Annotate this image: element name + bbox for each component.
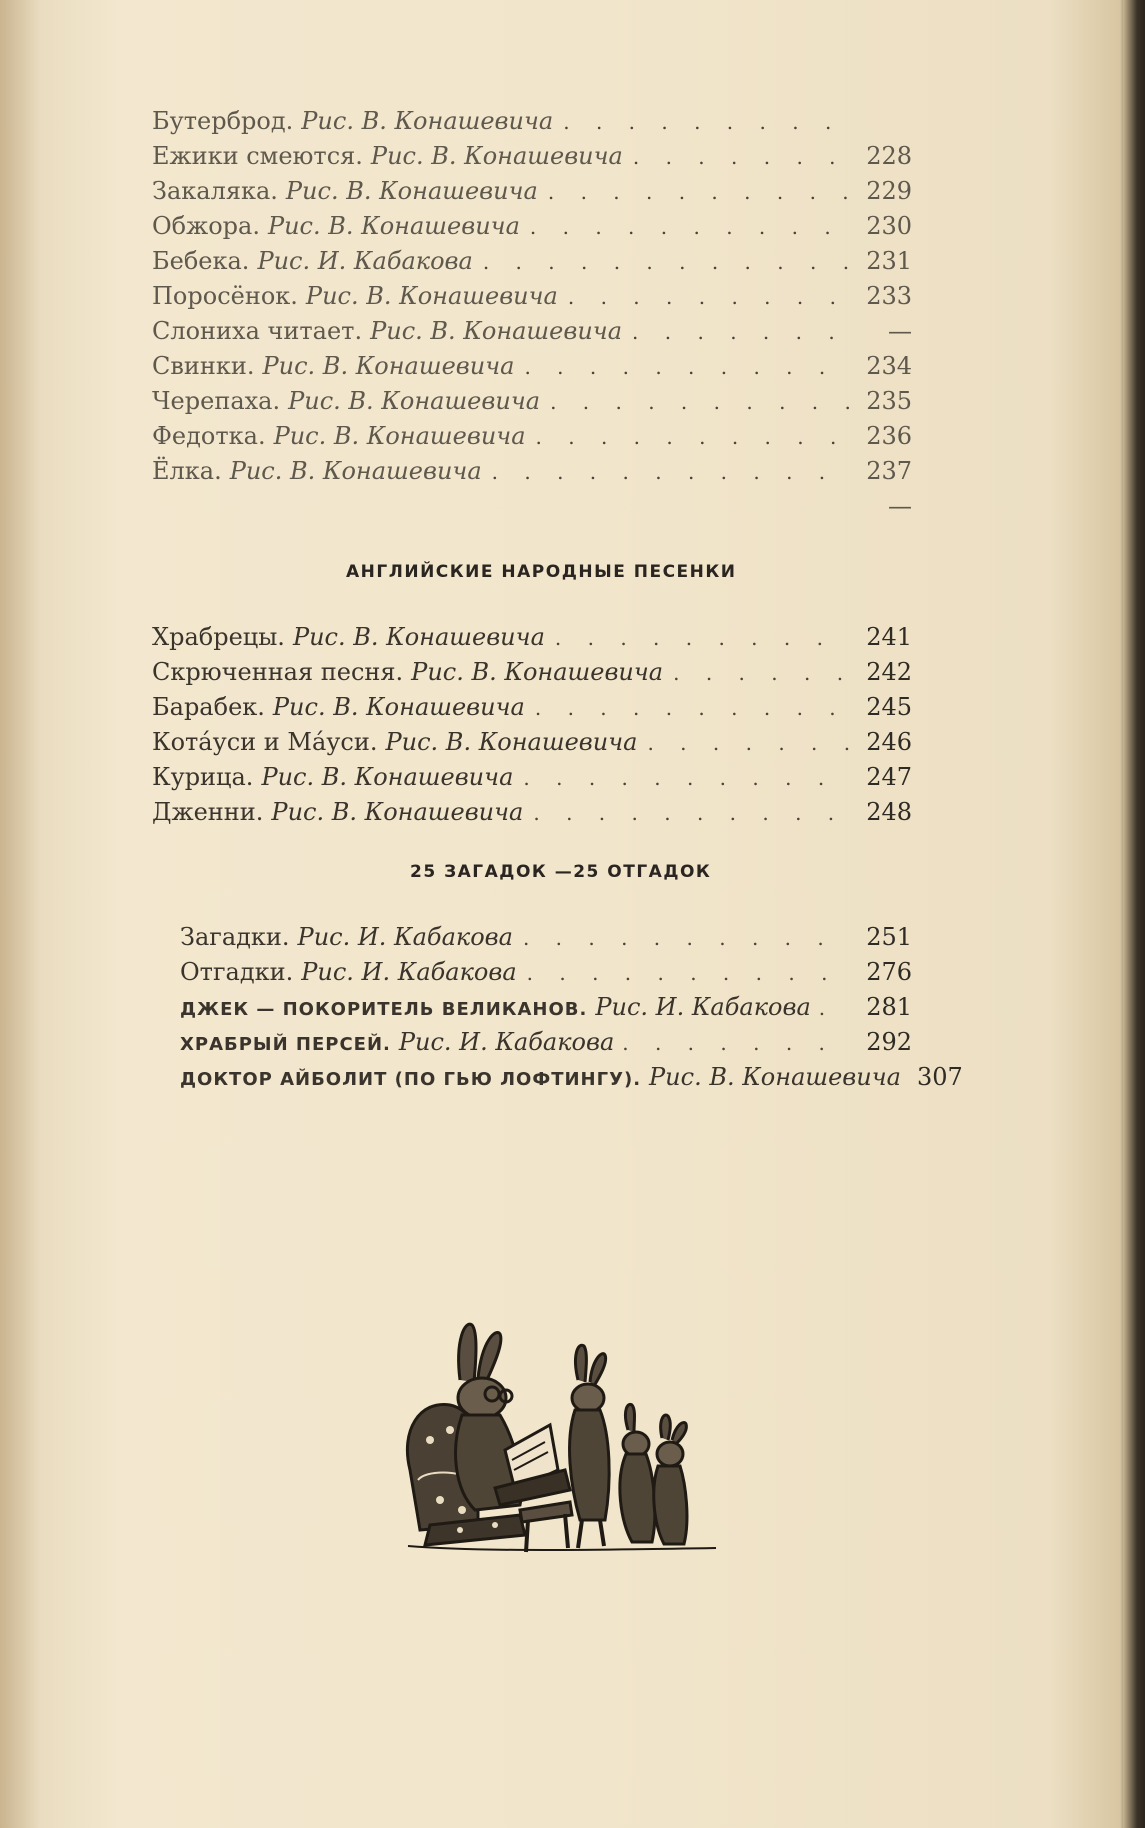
- leader-dots: [523, 761, 850, 796]
- entry-page: 233: [866, 282, 912, 310]
- toc-entry: [152, 209, 912, 244]
- toc-entry: [152, 454, 912, 489]
- entry-illustrator: Рис. В. Конашевича: [292, 623, 545, 651]
- entry-illustrator: Рис. В. Конашевича: [262, 352, 515, 380]
- entry-title: ДЖЕК — ПОКОРИТЕЛЬ ВЕЛИКАНОВ.: [180, 999, 588, 1020]
- leader-dots: [819, 991, 852, 1026]
- entry-title: Слониха читает.: [152, 317, 363, 345]
- leader-dots: [530, 210, 850, 245]
- toc-entry: [152, 314, 912, 349]
- entry-title: Бутерброд.: [152, 107, 294, 135]
- entry-title: Отгадки.: [180, 958, 294, 986]
- entry-page: 242: [866, 658, 912, 686]
- entry-illustrator: Рис. В. Конашевича: [273, 422, 526, 450]
- toc-entry: [152, 384, 912, 419]
- leader-dots: [527, 956, 850, 991]
- entry-title: Ежики смеются.: [152, 142, 363, 170]
- leader-dots: [673, 656, 850, 691]
- toc-entry: [152, 174, 912, 209]
- toc-entry: [152, 244, 912, 279]
- leader-dots: [536, 420, 850, 455]
- entry-page: 234: [866, 352, 912, 380]
- entry-illustrator: Рис. И. Кабакова: [595, 993, 811, 1021]
- entry-illustrator: Рис. В. Конашевича: [305, 282, 558, 310]
- entry-illustrator: Рис. В. Конашевича: [272, 693, 525, 721]
- entry-title: Закаляка.: [152, 177, 278, 205]
- leader-dots: [622, 1026, 852, 1061]
- leader-dots: [483, 245, 850, 280]
- entry-page: 245: [866, 693, 912, 721]
- entry-illustrator: Рис. И. Кабакова: [398, 1028, 615, 1056]
- leader-dots: [548, 175, 850, 210]
- entry-illustrator: Рис. В. Конашевича: [288, 387, 541, 415]
- toc-entry: [152, 795, 912, 830]
- entry-title: Барабек.: [152, 693, 265, 721]
- entry-title: Черепаха.: [152, 387, 281, 415]
- entry-page: 307: [916, 1063, 963, 1091]
- entry-page: 251: [866, 923, 912, 951]
- leader-dots: [535, 691, 850, 726]
- entry-page: 246: [866, 728, 912, 756]
- entry-page: —: [888, 317, 912, 345]
- leader-dots: [647, 726, 850, 761]
- entry-illustrator: Рис. В. Конашевича: [370, 317, 623, 345]
- entry-title: Котáуси и Мáуси.: [152, 728, 378, 756]
- leader-dots: [492, 455, 850, 490]
- entry-title: Поросёнок.: [152, 282, 298, 310]
- entry-illustrator: Рис. В. Конашевича: [267, 212, 520, 240]
- entry-illustrator: Рис. В. Конашевича: [285, 177, 538, 205]
- entry-page: 247: [866, 763, 912, 791]
- toc-entry: [152, 419, 912, 454]
- toc-entry: [152, 725, 912, 760]
- entry-page: 281: [866, 993, 912, 1021]
- entry-title: Храбрецы.: [152, 623, 285, 651]
- leader-dots: [563, 105, 850, 140]
- toc-entry: [152, 104, 912, 139]
- entry-illustrator: Рис. И. Кабакова: [301, 958, 517, 986]
- entry-title: Федотка.: [152, 422, 266, 450]
- entry-title: Обжора.: [152, 212, 260, 240]
- entry-page: 276: [866, 958, 912, 986]
- table-of-contents: [152, 104, 963, 1095]
- entry-title: Курица.: [152, 763, 254, 791]
- entry-page: 229: [866, 177, 912, 205]
- entry-illustrator: Рис. В. Конашевича: [229, 457, 482, 485]
- entry-page: 292: [866, 1028, 912, 1056]
- leader-dots: [533, 796, 850, 831]
- toc-entry: [180, 1060, 963, 1095]
- toc-entry: [180, 920, 912, 955]
- leader-dots: [568, 280, 850, 315]
- toc-entry: [152, 489, 912, 524]
- rabbits-reading-illustration-icon: [400, 1320, 720, 1560]
- trailing-dash: —: [888, 492, 912, 520]
- leader-dots: [633, 140, 850, 175]
- entry-page: 236: [866, 422, 912, 450]
- entry-page: 241: [866, 623, 912, 651]
- section-heading: 25 ЗАГАДОК —25 ОТГАДОК: [410, 862, 712, 882]
- toc-entry: [180, 955, 912, 990]
- leader-dots: [523, 921, 850, 956]
- leader-dots: [550, 385, 850, 420]
- entry-title: Бебека.: [152, 247, 250, 275]
- toc-entry: [152, 760, 912, 795]
- leader-dots: [632, 315, 850, 350]
- toc-entry: [152, 690, 912, 725]
- toc-section-2: [152, 620, 912, 830]
- entry-title: ДОКТОР АЙБОЛИТ (ПО ГЬЮ ЛОФТИНГУ).: [180, 1069, 642, 1090]
- toc-entry: [180, 990, 912, 1025]
- entry-page: 228: [866, 142, 912, 170]
- toc-entry: [152, 655, 912, 690]
- leader-dots: [555, 621, 850, 656]
- entry-illustrator: Рис. В. Конашевича: [385, 728, 638, 756]
- entry-title: ХРАБРЫЙ ПЕРСЕЙ.: [180, 1034, 391, 1055]
- entry-page: 235: [866, 387, 912, 415]
- entry-page: 231: [866, 247, 912, 275]
- toc-entry: [152, 620, 912, 655]
- toc-section-3: [152, 920, 963, 1095]
- entry-illustrator: Рис. В. Конашевича: [370, 142, 623, 170]
- entry-illustrator: Рис. В. Конашевича: [649, 1063, 901, 1091]
- entry-illustrator: Рис. В. Конашевича: [261, 763, 514, 791]
- toc-section-1: [152, 104, 912, 524]
- entry-illustrator: Рис. В. Конашевича: [271, 798, 524, 826]
- entry-title: Загадки.: [180, 923, 290, 951]
- section-heading: АНГЛИЙСКИЕ НАРОДНЫЕ ПЕСЕНКИ: [346, 562, 737, 582]
- toc-entry: [180, 1025, 912, 1060]
- entry-page: 237: [866, 457, 912, 485]
- entry-title: Ёлка.: [152, 457, 222, 485]
- entry-page: 248: [866, 798, 912, 826]
- toc-entry: [152, 349, 912, 384]
- entry-illustrator: Рис. В. Конашевича: [301, 107, 554, 135]
- toc-entry: [152, 279, 912, 314]
- entry-illustrator: Рис. И. Кабакова: [297, 923, 513, 951]
- entry-title: Свинки.: [152, 352, 255, 380]
- leader-dots: [524, 350, 850, 385]
- entry-illustrator: Рис. И. Кабакова: [257, 247, 473, 275]
- entry-title: Дженни.: [152, 798, 264, 826]
- rabbits-reading-illustration-icon: [400, 1320, 720, 1560]
- entry-page: 230: [866, 212, 912, 240]
- entry-illustrator: Рис. В. Конашевича: [411, 658, 664, 686]
- entry-title: Скрюченная песня.: [152, 658, 404, 686]
- toc-entry: [152, 139, 912, 174]
